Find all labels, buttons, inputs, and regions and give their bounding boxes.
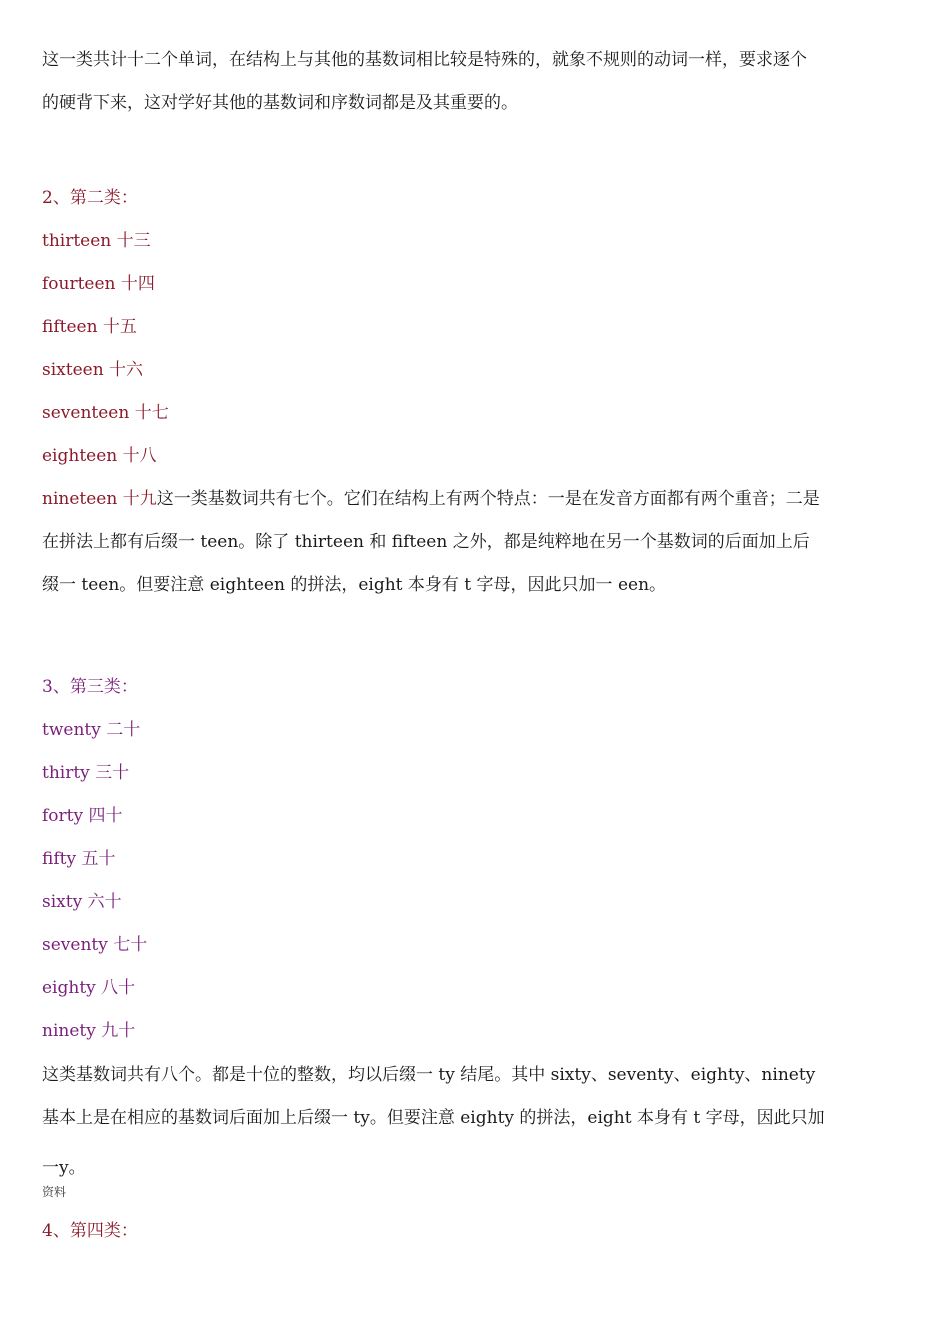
section-3-item: ninety 九十 [42, 1021, 136, 1041]
section-3-description: 一y。 [42, 1158, 86, 1178]
section-2-last-line [42, 488, 820, 510]
section-3-item: seventy 七十 [42, 935, 148, 955]
section-2-heading: 2、第二类： [42, 188, 138, 208]
section-3-heading: 3、第三类： [42, 677, 138, 697]
section-3-description: 基本上是在相应的基数词后面加上后缀一 ty。但要注意 eighty 的拼法，eight 本身有 t 字母，因此只加 [42, 1108, 825, 1128]
section-2-item: eighteen 十八 [42, 446, 157, 466]
section-2-description: 缀一 teen。但要注意 eighteen 的拼法，eight 本身有 t 字母，因此只加一 een。 [42, 575, 667, 595]
intro-line-2: 的硬背下来，这对学好其他的基数词和序数词都是及其重要的。 [42, 93, 518, 113]
section-2-description: 在拼法上都有后缀一 teen。除了 thirteen 和 fifteen 之外，都是纯粹地在另一个基数词的后面加上后 [42, 532, 810, 552]
section-3-item: sixty 六十 [42, 892, 122, 912]
section-3-item: forty 四十 [42, 806, 123, 826]
section-2-item: sixteen 十六 [42, 360, 144, 380]
section-2-item: fourteen 十四 [42, 274, 155, 294]
section-2-description: 这一类基数词共有七个。它们在结构上有两个特点：一是在发音方面都有两个重音；二是 [156, 489, 820, 509]
section-3-item: fifty 五十 [42, 849, 116, 869]
section-3-item: thirty 三十 [42, 763, 130, 783]
section-4-heading: 4、第四类： [42, 1221, 138, 1241]
section-3-item: eighty 八十 [42, 978, 136, 998]
section-2-item: seventeen 十七 [42, 403, 169, 423]
footnote-label: 资料 [42, 1185, 67, 1199]
section-3-description: 这类基数词共有八个。都是十位的整数，均以后缀一 ty 结尾。其中 sixty、seventy、eighty、ninety [42, 1065, 816, 1085]
section-2-item: nineteen 十九 [42, 489, 157, 509]
section-3-item: twenty 二十 [42, 720, 141, 740]
section-2-item: thirteen 十三 [42, 231, 151, 251]
intro-line-1: 这一类共计十二个单词，在结构上与其他的基数词相比较是特殊的，就象不规则的动词一样，要求逐个 [42, 50, 807, 70]
section-2-item: fifteen 十五 [42, 317, 137, 337]
